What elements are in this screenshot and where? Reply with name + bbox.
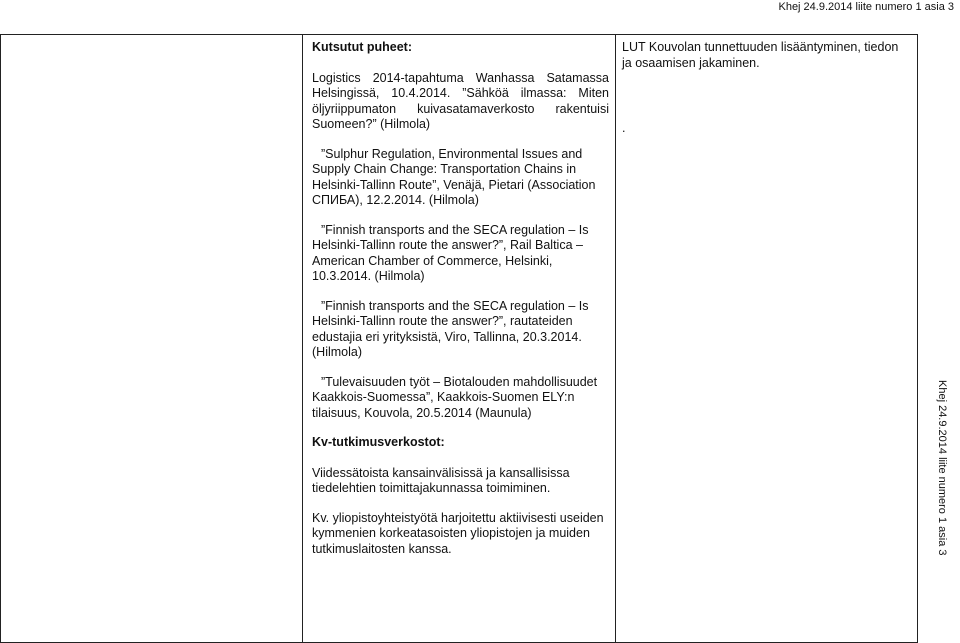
network-university-cooperation: Kv. yliopistoyhteistyötä harjoitettu aktiivisesti useiden kymmenien korkeatasoisten yliopistojen ja muiden tutkimuslaitosten kanssa. xyxy=(312,510,604,556)
invited-talks-heading: Kutsutut puheet: xyxy=(312,40,412,54)
impact-column xyxy=(615,34,918,643)
talk-sulphur-regulation-text: ”Sulphur Regulation, Environmental Issues and Supply Chain Change: Transportation Chains in Helsinki-Tallinn Route”, Venäjä, Pietari (Association СПИБА), 12.2.2014. (Hilmola) xyxy=(312,146,596,207)
empty-column xyxy=(0,34,303,643)
document-table xyxy=(0,34,918,643)
talk-sulphur-regulation xyxy=(312,147,609,209)
network-editorial-boards: Viidessätoista kansainvälisissä ja kansallisissa tiedelehtien toimittajakunnassa toimiminen. xyxy=(312,465,570,495)
side-vertical-text: Khej 24.9.2014 liite numero 1 asia 3 xyxy=(936,380,948,556)
impact-dot: . xyxy=(622,121,626,135)
impact-text: LUT Kouvolan tunnettuuden lisääntyminen, tiedon ja osaamisen jakaminen. xyxy=(622,40,899,70)
talk-seca-rail-baltica xyxy=(312,223,609,285)
activities-column xyxy=(302,34,616,643)
page-header: Khej 24.9.2014 liite numero 1 asia 3 xyxy=(778,1,954,13)
talk-logistics-2014: Logistics 2014-tapahtuma Wanhassa Satamassa Helsingissä, 10.4.2014. ”Sähköä ilmassa: Miten öljyriippumaton kuivasatamaverkosto rakentuisi Suomeen?” (Hilmola) xyxy=(312,70,609,131)
talk-biotalous xyxy=(312,375,609,422)
talk-biotalous-text: ”Tulevaisuuden työt – Biotalouden mahdollisuudet Kaakkois-Suomessa”, Kaakkois-Suomen ELY:n tilaisuus, Kouvola, 20.5.2014 (Maunula) xyxy=(312,374,598,420)
talk-seca-tallinna xyxy=(312,299,609,361)
talk-seca-rail-baltica-text: ”Finnish transports and the SECA regulation – Is Helsinki-Tallinn route the answer?”, Rail Baltica – American Chamber of Commerce, Helsinki, 10.3.2014. (Hilmola) xyxy=(312,222,589,283)
talk-seca-tallinna-text: ”Finnish transports and the SECA regulation – Is Helsinki-Tallinn route the answer?”, rautateiden edustajia eri yrityksistä, Viro, Tallinna, 20.3.2014. (Hilmola) xyxy=(312,298,589,359)
research-networks-heading: Kv-tutkimusverkostot: xyxy=(312,435,445,449)
